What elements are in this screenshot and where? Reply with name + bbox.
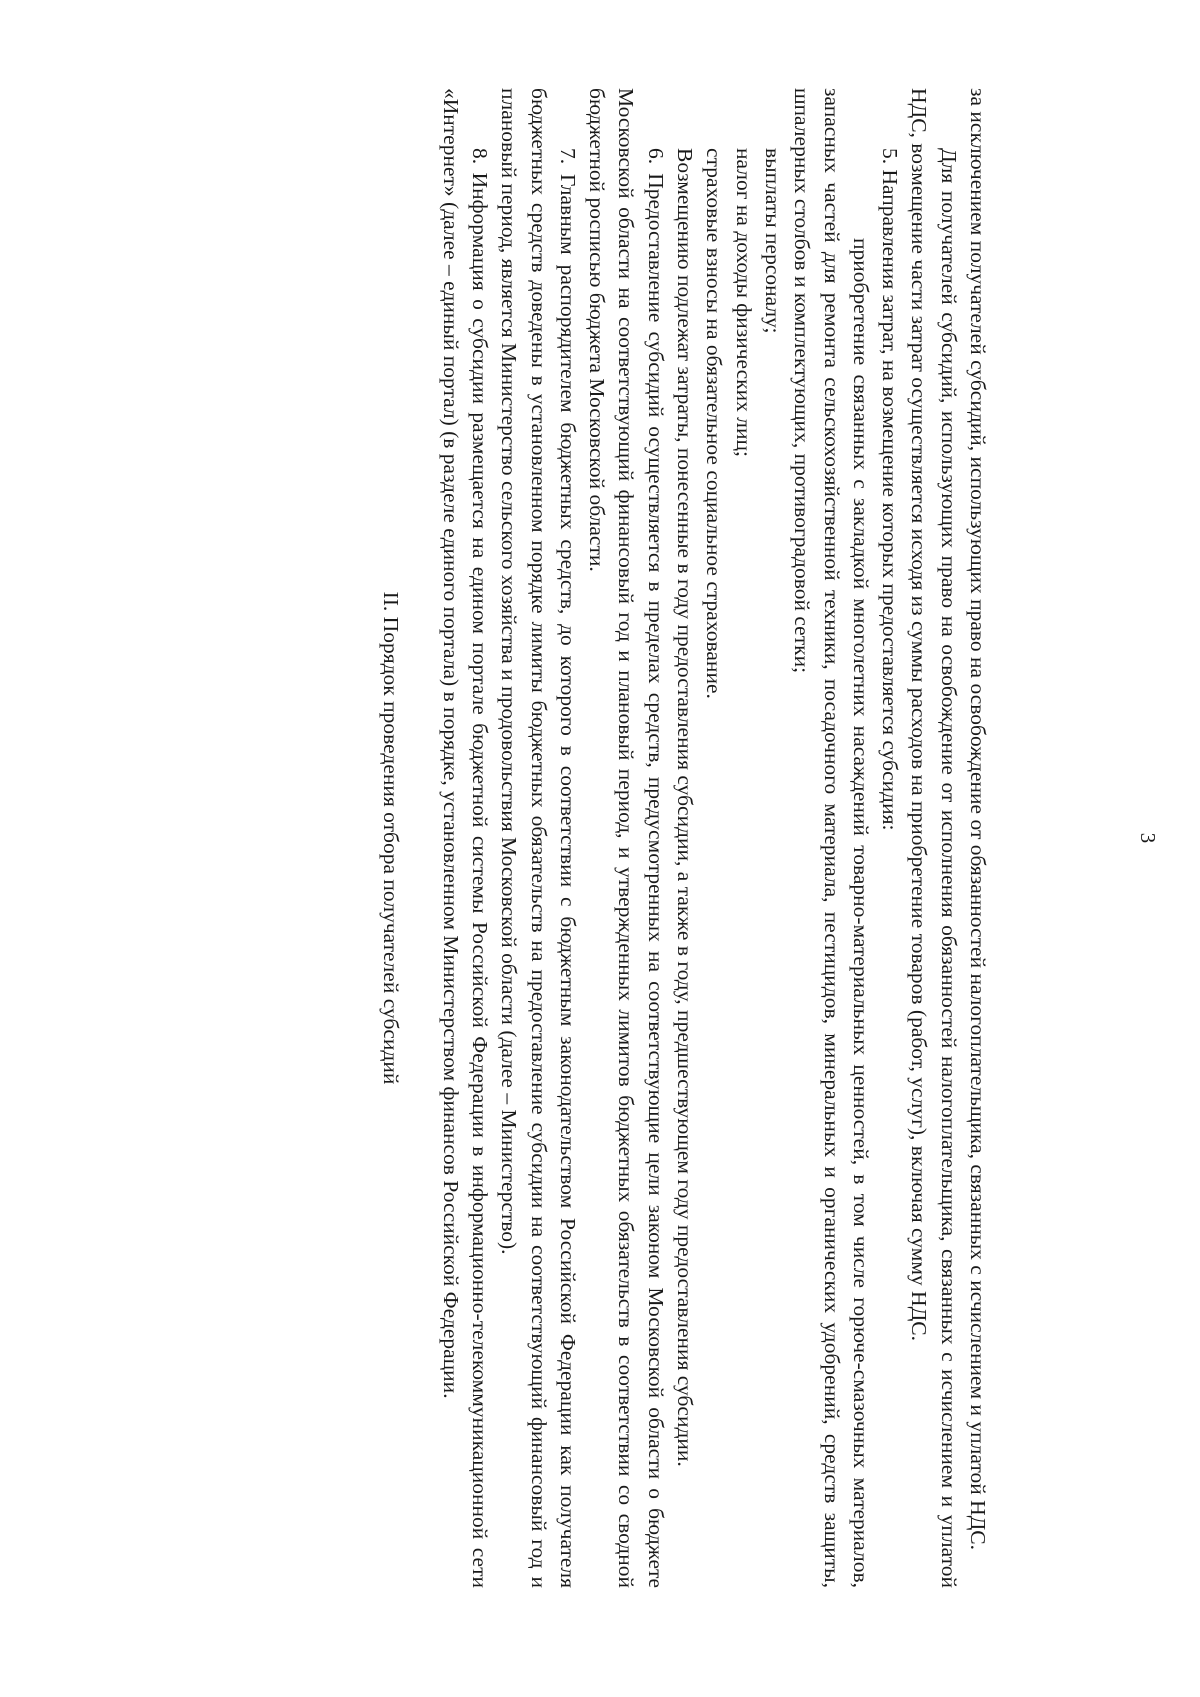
document-body [376,88,992,1588]
paragraph: Для получателей субсидий, использующих право на освобождение от исполнения обязанностей налогоплательщика, связанных с исчислением и уплатой НДС, возмещение части затрат осуществляется исходя из суммы расходов на приобретение товаров (работ, услуг), включая сумму НДС. [907,88,961,1588]
paragraph: приобретение связанных с закладкой многолетних насаждений товарно-материальных ценностей, в том числе горюче-смазочных материалов, запасных частей для ремонта сельскохозяйственной техники, посадочного материала, пестицидов, минеральных и органических удобрений, средств защиты, шпалерных столбов и комплектующих, противоградовой сетки; [790,88,873,1588]
paragraph: 6. Предоставление субсидий осуществляется в пределах средств, предусмотренных на соответствующие цели законом Московской области о бюджете Московской области на соответствующий финансовый год и плановый период, и утвержденных лимитов бюджетных обязательств в соответствии со сводной бюджетной росписью бюджета Московской области. [585,88,668,1588]
list-item: выплаты персоналу; [760,148,785,334]
paragraph: 8. Информация о субсидии размещается на едином портале бюджетной системы Российской Федерации в информационно-телекоммуникационной сети «Интернет» (далее – единый портал) (в разделе единого портала) в порядке, установленном Министерством финансов Российской Федерации. [438,88,492,1588]
list-item: налог на доходы физических лиц; [731,148,756,457]
list-item: страховые взносы на обязательное социальное страхование. [702,148,727,699]
paragraph: за исключением получателей субсидий, использующих право на освобождение от обязанностей налогоплательщика, связанных с исчислением и уплатой НДС. [966,88,990,1550]
paragraph: Возмещению подлежат затраты, понесенные в году предоставления субсидии, а также в году, предшествующем году предоставления субсидии. [673,148,698,1467]
page-number: 3 [1136,832,1160,844]
paragraph: 7. Главным распорядителем бюджетных средств, до которого в соответствии с бюджетным законодательством Российской Федерации как получателя бюджетных средств доведены в установленном порядке лимиты бюджетных обязательств на предоставление субсидии на соответствующий финансовый год и плановый период, является Министерство сельского хозяйства и продовольствия Московской области (далее – Министерство). [497,88,580,1588]
section-heading: II. Порядок проведения отбора получателей субсидий [379,591,404,1085]
paragraph: 5. Направления затрат, на возмещение которых предоставляется субсидия: [878,148,903,831]
rotated-page [212,88,1160,1588]
